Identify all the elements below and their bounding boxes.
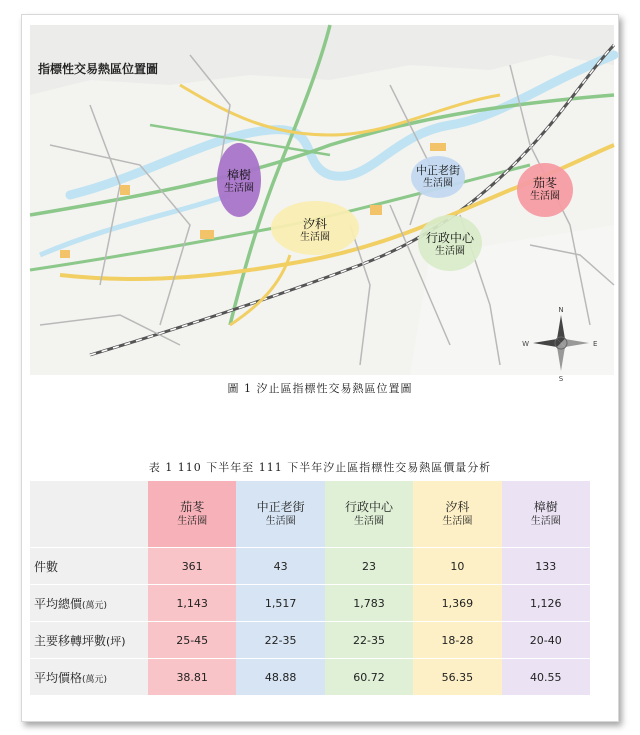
zone-label-zhongzheng: 中正老街 生活圈 bbox=[416, 163, 460, 189]
zone-label-xike: 汐科 生活圈 bbox=[300, 217, 330, 244]
table-cell: 22-35 bbox=[236, 622, 324, 659]
table-header-row bbox=[30, 481, 590, 548]
zone-label-xingzheng: 行政中心 生活圈 bbox=[425, 231, 474, 258]
compass-e: E bbox=[593, 340, 598, 348]
table-cell: 23 bbox=[325, 548, 413, 585]
table-row bbox=[30, 585, 590, 622]
row-label: 件數 bbox=[30, 548, 148, 585]
table-cell: 1,126 bbox=[502, 585, 590, 622]
header-zhangshu: 樟樹 生活圈 bbox=[502, 481, 590, 548]
table-row bbox=[30, 659, 590, 696]
table-cell: 20-40 bbox=[502, 622, 590, 659]
table-cell: 1,369 bbox=[413, 585, 501, 622]
table-cell: 1,143 bbox=[148, 585, 236, 622]
table-cell: 40.55 bbox=[502, 659, 590, 696]
table-cell: 25-45 bbox=[148, 622, 236, 659]
row-label: 平均總價(萬元) bbox=[30, 585, 148, 622]
table-cell: 361 bbox=[148, 548, 236, 585]
map-title: 指標性交易熱區位置圖 bbox=[38, 62, 159, 76]
zone-label-jiadong: 茄苳 生活圈 bbox=[530, 176, 560, 203]
header-zhongzheng: 中正老街 生活圈 bbox=[236, 481, 324, 548]
figure-caption: 圖 1 汐止區指標性交易熱區位置圖 bbox=[227, 382, 413, 395]
table-cell: 1,517 bbox=[236, 585, 324, 622]
table-cell: 22-35 bbox=[325, 622, 413, 659]
table-cell: 10 bbox=[413, 548, 501, 585]
table-cell: 60.72 bbox=[325, 659, 413, 696]
table-row bbox=[30, 548, 590, 585]
row-label: 平均價格(萬元) bbox=[30, 659, 148, 696]
header-corner bbox=[30, 481, 148, 548]
row-label: 主要移轉坪數(坪) bbox=[30, 622, 148, 659]
table-cell: 48.88 bbox=[236, 659, 324, 696]
table-row bbox=[30, 622, 590, 659]
table-cell: 133 bbox=[502, 548, 590, 585]
table-cell: 56.35 bbox=[413, 659, 501, 696]
table-cell: 43 bbox=[236, 548, 324, 585]
compass-w: W bbox=[522, 340, 529, 348]
compass-s: S bbox=[558, 375, 564, 383]
price-volume-table bbox=[30, 481, 590, 696]
zone-label-zhangshu: 樟樹 生活圈 bbox=[224, 168, 254, 195]
table-cell: 1,783 bbox=[325, 585, 413, 622]
table-cell: 18-28 bbox=[413, 622, 501, 659]
header-xike: 汐科 生活圈 bbox=[413, 481, 501, 548]
table-cell: 38.81 bbox=[148, 659, 236, 696]
table-caption: 表 1 110 下半年至 111 下半年汐止區指標性交易熱區價量分析 bbox=[148, 461, 492, 474]
compass-n: N bbox=[558, 306, 564, 314]
header-jiadong: 茄苳 生活圈 bbox=[148, 481, 236, 548]
header-xingzheng: 行政中心 生活圈 bbox=[325, 481, 413, 548]
